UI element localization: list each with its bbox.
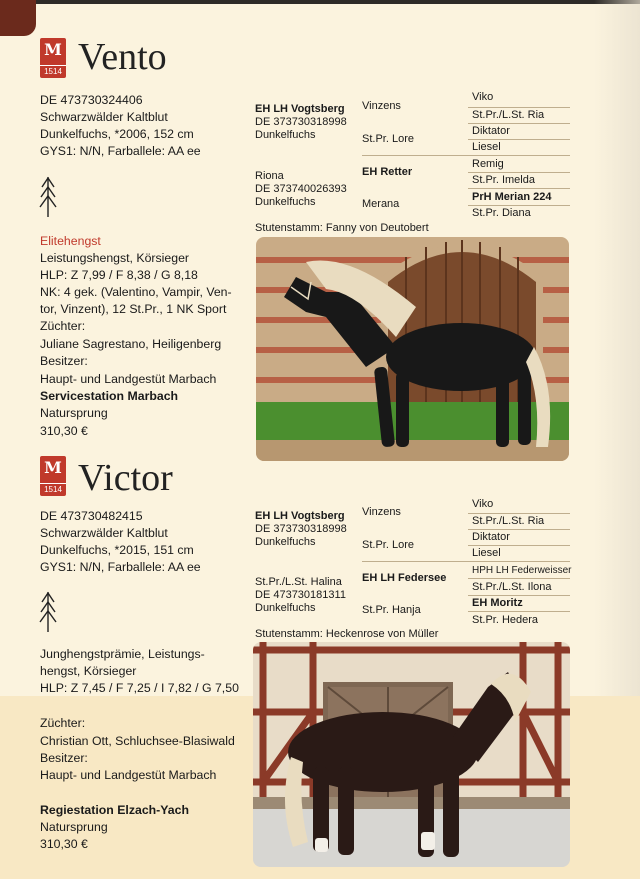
pedigree-dam-color: Dunkelfuchs (255, 196, 316, 208)
pedigree-divider (468, 107, 570, 108)
pedigree-dsd: St.Pr./L.St. Ilona (472, 581, 552, 593)
hlp-scores: HLP: Z 7,45 / F 7,25 / I 7,82 / G 7,50 (40, 681, 239, 695)
pedigree-sire: EH LH Vogtsberg (255, 103, 345, 115)
pedigree-divider (468, 529, 570, 530)
pedigree-dam-color: Dunkelfuchs (255, 602, 316, 614)
pedigree-dsd: St.Pr. Imelda (472, 174, 535, 186)
pedigree-dam: Riona (255, 170, 284, 182)
pedigree-sss: Viko (472, 91, 494, 103)
breed: Schwarzwälder Kaltblut (40, 110, 168, 124)
pedigree-divider (468, 545, 570, 546)
pedigree-divider (468, 205, 570, 206)
pedigree-dds: EH Moritz (472, 597, 523, 609)
pedigree-sire-color: Dunkelfuchs (255, 536, 316, 548)
hlp-scores: HLP: Z 7,99 / F 8,38 / G 8,18 (40, 268, 198, 282)
pedigree-sdd: Liesel (472, 547, 501, 559)
stud-fee: 310,30 € (40, 424, 88, 438)
pedigree-dss: HPH LH Federweisser (472, 565, 572, 576)
pedigree-sire-dam: St.Pr. Lore (362, 539, 414, 551)
pedigree-sire-sire: Vinzens (362, 506, 401, 518)
pedigree-divider (468, 172, 570, 173)
pedigree-sss: Viko (472, 498, 494, 510)
breeder-label: Züchter: (40, 716, 86, 730)
breeder-name: Christian Ott, Schluchsee-Blasiwald (40, 734, 235, 748)
performance-line-2: hengst, Körsieger (40, 664, 137, 678)
horse-photo (256, 237, 569, 461)
pedigree-divider (468, 595, 570, 596)
pedigree-divider (468, 188, 570, 189)
horse-name: Vento (78, 36, 167, 78)
pedigree-dss: Remig (472, 158, 504, 170)
stud-fee: 310,30 € (40, 837, 88, 851)
station-name: Servicestation Marbach (40, 389, 179, 403)
breeder-name: Juliane Sagrestano, Heiligenberg (40, 337, 222, 351)
pedigree-divider (468, 578, 570, 579)
genetics: GYS1: N/N, Farballele: AA ee (40, 560, 201, 574)
pedigree-dam-dam: St.Pr. Hanja (362, 604, 421, 616)
pedigree-sire-dam: St.Pr. Lore (362, 133, 414, 145)
pedigree-dam-sire: EH Retter (362, 166, 413, 178)
pedigree-divider (362, 155, 570, 156)
pedigree-sire-reg: DE 373730318998 (255, 523, 347, 535)
pedigree-sds: Diktator (472, 531, 510, 543)
corner-tab (0, 0, 36, 36)
pedigree-dam-reg: DE 373740026393 (255, 183, 347, 195)
genetics: GYS1: N/N, Farballele: AA ee (40, 144, 201, 158)
pedigree-divider (468, 611, 570, 612)
performance-line: Junghengstprämie, Leistungs- (40, 647, 205, 661)
pedigree-sire: EH LH Vogtsberg (255, 510, 345, 522)
mating-type: Natursprung (40, 820, 108, 834)
offspring-line: NK: 4 gek. (Valentino, Vampir, Ven- (40, 285, 232, 299)
registration-number: DE 473730482415 (40, 509, 143, 523)
pedigree-dds: PrH Merian 224 (472, 191, 552, 203)
color-birth-height: Dunkelfuchs, *2015, 151 cm (40, 543, 194, 557)
mating-type: Natursprung (40, 406, 108, 420)
tree-icon (39, 175, 57, 219)
pedigree-dam-sire: EH LH Federsee (362, 572, 447, 584)
horse-photo (253, 642, 570, 867)
mare-line: Stutenstamm: Heckenrose von Müller (255, 628, 439, 640)
horse-name: Victor (78, 457, 173, 499)
pedigree-dam-reg: DE 473730181311 (255, 589, 346, 601)
tree-icon (39, 590, 57, 634)
owner-label: Besitzer: (40, 751, 88, 765)
pedigree-sdd: Liesel (472, 141, 501, 153)
pedigree-ssd: St.Pr./L.St. Ria (472, 109, 545, 121)
top-frame (0, 0, 640, 4)
pedigree-dam-dam: Merana (362, 198, 400, 210)
breed: Schwarzwälder Kaltblut (40, 526, 168, 540)
owner-label: Besitzer: (40, 354, 88, 368)
registration-number: DE 473730324406 (40, 93, 143, 107)
pedigree-sire-color: Dunkelfuchs (255, 129, 316, 141)
performance-line: Leistungshengst, Körsieger (40, 251, 190, 265)
owner-name: Haupt- und Landgestüt Marbach (40, 372, 217, 386)
marbach-logo-icon: M 1514 (40, 38, 66, 78)
pedigree-divider (468, 123, 570, 124)
owner-name: Haupt- und Landgestüt Marbach (40, 768, 217, 782)
status-elitehengst: Elitehengst (40, 234, 101, 248)
pedigree-ddd: St.Pr. Diana (472, 207, 531, 219)
pedigree-sds: Diktator (472, 125, 510, 137)
pedigree-sire-sire: Vinzens (362, 100, 401, 112)
offspring-line-2: tor, Vinzent), 12 St.Pr., 1 NK Sport (40, 302, 227, 316)
pedigree-divider (362, 561, 570, 562)
pedigree-divider (468, 513, 570, 514)
breeder-label: Züchter: (40, 319, 86, 333)
marbach-logo-icon: M 1514 (40, 456, 66, 496)
pedigree-divider (468, 139, 570, 140)
pedigree-sire-reg: DE 373730318998 (255, 116, 347, 128)
mare-line: Stutenstamm: Fanny von Deutobert (255, 222, 429, 234)
color-birth-height: Dunkelfuchs, *2006, 152 cm (40, 127, 194, 141)
pedigree-ddd: St.Pr. Hedera (472, 614, 539, 626)
station-name: Regiestation Elzach-Yach (40, 803, 189, 817)
pedigree-dam: St.Pr./L.St. Halina (255, 576, 342, 588)
pedigree-ssd: St.Pr./L.St. Ria (472, 515, 545, 527)
